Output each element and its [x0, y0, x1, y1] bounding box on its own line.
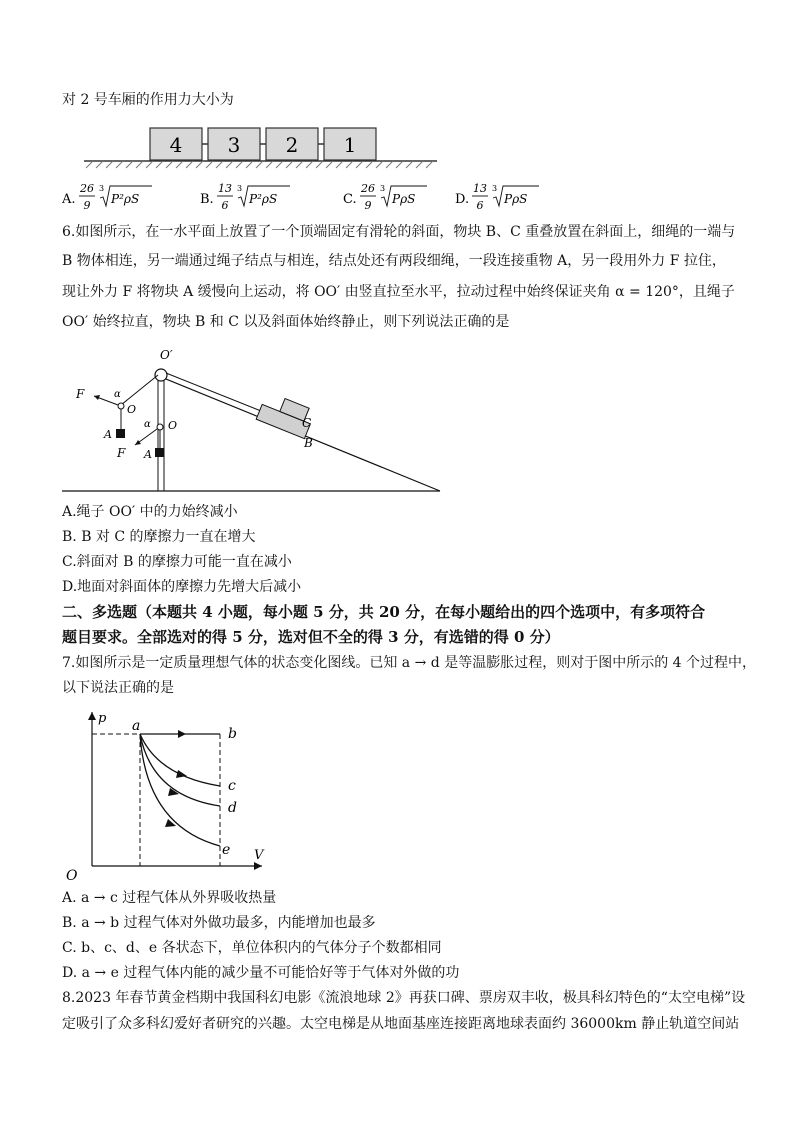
q7-line-2: 以下说法正确的是: [62, 680, 174, 696]
svg-text:O′: O′: [160, 348, 173, 362]
svg-text:3: 3: [237, 184, 243, 193]
train-cars-figure: [62, 118, 442, 178]
svg-text:e: e: [222, 842, 231, 858]
svg-text:PρS: PρS: [392, 192, 416, 206]
q6-option-d: D.地面对斜面体的摩擦力先增大后减小: [62, 579, 302, 595]
svg-text:1: 1: [343, 133, 357, 157]
process-a-d: [140, 734, 220, 806]
q5-option-b: [200, 182, 290, 212]
q6-option-a: A.绳子 OO′ 中的力始终减小: [62, 504, 238, 520]
q6-line-4: OO′ 始终拉直，物块 B 和 C 以及斜面体始终静止，则下列说法正确的是: [62, 314, 510, 330]
process-a-c: [140, 734, 220, 786]
svg-text:C.: C.: [343, 192, 357, 207]
svg-text:4: 4: [169, 133, 183, 157]
ground-hatch: [84, 161, 437, 168]
left-knot-setup: [75, 375, 158, 441]
svg-text:D.: D.: [455, 192, 470, 207]
svg-text:C: C: [302, 416, 312, 430]
svg-text:3: 3: [380, 184, 386, 193]
section-2-heading-line-1: 二、多选题（本题共 4 小题，每小题 5 分，共 20 分，在每小题给出的四个选项中，有多项符合: [62, 603, 706, 621]
svg-text:O: O: [168, 419, 178, 432]
svg-text:c: c: [228, 778, 236, 794]
svg-text:α: α: [114, 389, 121, 400]
process-a-e: [140, 734, 220, 846]
q5-option-d: [455, 182, 539, 212]
svg-text:F: F: [76, 387, 85, 401]
car-2: [266, 128, 318, 160]
pulley-post: [158, 375, 164, 491]
svg-text:p: p: [98, 711, 107, 726]
svg-text:O: O: [66, 868, 78, 884]
car-3: [208, 128, 260, 160]
q5-options: [62, 178, 552, 218]
svg-text:B: B: [304, 436, 313, 450]
svg-text:9: 9: [364, 199, 372, 212]
q6-line-3: 现让外力 F 将物块 A 缓慢向上运动，将 OO′ 由竖直拉至水平，拉动过程中始终保证夹角 α = 120°，且绳子: [62, 284, 735, 300]
pulley-wheel: [155, 369, 167, 381]
svg-text:d: d: [228, 800, 237, 816]
svg-text:6: 6: [221, 199, 229, 212]
svg-text:A.: A.: [62, 192, 76, 207]
q8-line-2: 定吸引了众多科幻爱好者研究的兴趣。太空电梯是从地面基座连接距离地球表面约 36000km 静止轨道空间站: [62, 1016, 740, 1032]
svg-text:A: A: [104, 428, 112, 441]
svg-text:PρS: PρS: [504, 192, 528, 206]
q5-tail-text: 对 2 号车厢的作用力大小为: [62, 92, 234, 108]
svg-text:V: V: [254, 848, 264, 863]
svg-text:3: 3: [99, 184, 105, 193]
svg-text:a: a: [132, 718, 141, 734]
q6-line-1: 6.如图所示，在一水平面上放置了一个顶端固定有滑轮的斜面，物块 B、C 重叠放置在斜面上，细绳的一端与: [62, 224, 736, 240]
svg-text:P²ρS: P²ρS: [249, 192, 278, 206]
q8-line-1: 8.2023 年春节黄金档期中我国科幻电影《流浪地球 2》再获口碑、票房双丰收，极具科幻特色的“太空电梯”设: [62, 990, 746, 1006]
svg-text:O: O: [127, 403, 137, 416]
svg-text:3: 3: [227, 133, 241, 157]
q5-option-a: [62, 182, 152, 212]
car-4: [150, 128, 202, 160]
svg-text:6: 6: [476, 199, 484, 212]
q6-option-c: C.斜面对 B 的摩擦力可能一直在减小: [62, 554, 292, 570]
svg-text:B.: B.: [200, 192, 214, 207]
svg-text:9: 9: [83, 199, 91, 212]
incline-pulley-figure: [62, 345, 452, 495]
svg-text:b: b: [228, 726, 237, 742]
section-2-heading-line-2: 题目要求。全部选对的得 5 分，选对但不全的得 3 分，有选错的得 0 分）: [62, 628, 560, 646]
car-1: [324, 128, 376, 160]
svg-text:P²ρS: P²ρS: [111, 192, 140, 206]
q6-line-2: B 物体相连，另一端通过绳子结点与相连，结点处还有两段细绳，一段连接重物 A，另一段用外力 F 拉住，: [62, 253, 726, 269]
q5-option-c: [343, 182, 427, 212]
svg-text:2: 2: [285, 133, 299, 157]
svg-text:F: F: [117, 446, 126, 460]
q7-line-1: 7.如图所示是一定质量理想气体的状态变化图线。已知 a → d 是等温膨胀过程，则对于图中所示的 4 个过程中，: [62, 655, 757, 671]
svg-text:13: 13: [473, 182, 487, 195]
svg-text:3: 3: [492, 184, 498, 193]
q7-option-b: B. a → b 过程气体对外做功最多，内能增加也最多: [62, 915, 376, 931]
svg-text:26: 26: [80, 182, 94, 195]
q7-option-a: A. a → c 过程气体从外界吸收热量: [62, 890, 277, 906]
svg-text:A: A: [144, 448, 152, 461]
q7-option-d: D. a → e 过程气体内能的减少量不可能恰好等于气体对外做的功: [62, 965, 460, 981]
svg-text:26: 26: [361, 182, 375, 195]
svg-text:13: 13: [218, 182, 232, 195]
q6-option-b: B. B 对 C 的摩擦力一直在增大: [62, 529, 256, 545]
pv-graph: [62, 706, 282, 886]
q7-option-c: C. b、c、d、e 各状态下，单位体积内的气体分子个数都相同: [62, 940, 442, 956]
lower-knot-setup: [116, 419, 177, 461]
svg-text:α: α: [144, 419, 151, 430]
